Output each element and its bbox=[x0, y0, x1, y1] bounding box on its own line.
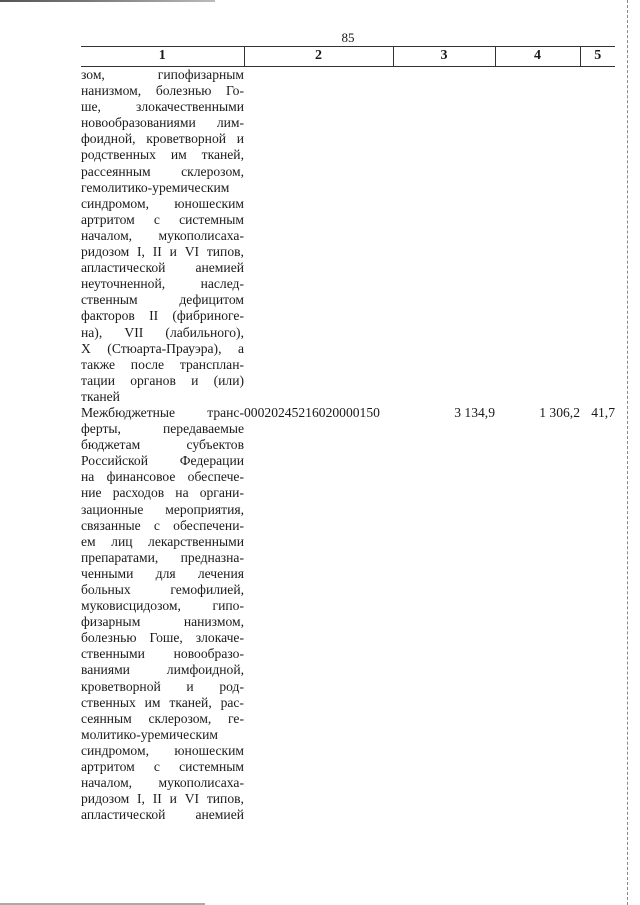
row-value-col3: 3 134,9 bbox=[454, 404, 495, 420]
word: также bbox=[81, 356, 115, 372]
row-code bbox=[244, 67, 393, 405]
word: наслед- bbox=[200, 276, 244, 292]
word: синдромом, bbox=[81, 742, 149, 758]
text-line bbox=[81, 485, 244, 501]
text-line bbox=[81, 244, 244, 260]
word: с bbox=[153, 517, 160, 533]
word: (лабильного), bbox=[165, 324, 244, 340]
text-line bbox=[81, 550, 244, 566]
text-line bbox=[81, 791, 244, 807]
text-line bbox=[81, 614, 244, 630]
word: им bbox=[144, 694, 161, 710]
text-line bbox=[81, 566, 244, 582]
word: болезнью bbox=[155, 83, 212, 99]
word: Гоше, bbox=[149, 630, 183, 646]
word: и bbox=[169, 791, 177, 807]
word: злокаче- bbox=[195, 630, 244, 646]
word: муковисцидозом, bbox=[81, 598, 181, 614]
text-line bbox=[81, 325, 244, 341]
word: ние bbox=[81, 485, 102, 501]
page-number: 85 bbox=[341, 30, 355, 45]
word: (Стюарта-Прауэра), bbox=[107, 340, 222, 356]
scan-edge-top bbox=[0, 0, 215, 2]
word: ше, bbox=[81, 99, 101, 115]
word: ридозом bbox=[81, 791, 130, 807]
word: препаратами, bbox=[81, 549, 159, 565]
word: гемолитико-уремическим bbox=[81, 179, 230, 195]
header-row bbox=[81, 47, 615, 67]
text-line bbox=[81, 131, 244, 147]
row-code: 00020245216020000150 bbox=[244, 404, 380, 420]
word: дефицитом bbox=[179, 292, 244, 308]
word: ридозом bbox=[81, 244, 130, 260]
word: артритом bbox=[81, 759, 135, 775]
word: I, bbox=[137, 244, 145, 260]
word: связанные bbox=[81, 517, 141, 533]
text-line bbox=[81, 534, 244, 550]
word: VI bbox=[184, 244, 200, 260]
word: с bbox=[153, 211, 160, 227]
row-value-col5: 41,7 bbox=[591, 404, 615, 420]
text-line bbox=[81, 389, 244, 405]
word: системным bbox=[179, 759, 244, 775]
table-row bbox=[81, 405, 615, 823]
text-line bbox=[81, 83, 244, 99]
word: II bbox=[152, 244, 162, 260]
word: апластической bbox=[81, 260, 166, 276]
text-line bbox=[81, 646, 244, 662]
text-line bbox=[81, 437, 244, 453]
text-line bbox=[81, 630, 244, 646]
text-line bbox=[81, 807, 244, 823]
text-line bbox=[81, 469, 244, 485]
word: гипофизарным bbox=[157, 67, 244, 82]
word: органов bbox=[130, 372, 176, 388]
word: и bbox=[186, 678, 194, 694]
word: неуточненной, bbox=[81, 276, 166, 292]
row-description bbox=[81, 67, 244, 405]
word: II bbox=[152, 791, 162, 807]
word: (или) bbox=[213, 372, 244, 388]
text-line bbox=[81, 679, 244, 695]
word: анемией bbox=[195, 807, 244, 823]
word: на bbox=[81, 469, 95, 485]
word: расходов bbox=[112, 485, 165, 501]
word: Го- bbox=[226, 83, 244, 99]
word: склерозом, bbox=[148, 710, 212, 726]
word: склерозом, bbox=[181, 163, 244, 179]
word: кроветворной bbox=[81, 678, 161, 694]
word: типов, bbox=[206, 244, 244, 260]
word: на bbox=[175, 485, 189, 501]
scan-edge-right bbox=[627, 0, 628, 905]
word: ферты, bbox=[81, 421, 121, 437]
text-line bbox=[81, 164, 244, 180]
text-line bbox=[81, 518, 244, 534]
word: ченными bbox=[81, 565, 134, 581]
word: тканей bbox=[81, 388, 120, 404]
row-value-col5 bbox=[580, 67, 615, 405]
row-description bbox=[81, 405, 244, 823]
word: юношеским bbox=[174, 742, 244, 758]
word: мукополисаха- bbox=[158, 775, 244, 791]
word: больных bbox=[81, 582, 131, 597]
text-line bbox=[81, 743, 244, 759]
header-col-3: 3 bbox=[393, 47, 495, 67]
word: мукополисаха- bbox=[158, 227, 244, 243]
text-line bbox=[81, 598, 244, 614]
word: Российской bbox=[81, 453, 148, 469]
word: физарным bbox=[81, 614, 141, 630]
word: ственных bbox=[81, 694, 136, 710]
text-line bbox=[81, 228, 244, 244]
text-line bbox=[81, 180, 244, 196]
word: лечения bbox=[197, 565, 244, 581]
text-line bbox=[81, 341, 244, 357]
word: с bbox=[153, 759, 160, 775]
text-line bbox=[81, 212, 244, 228]
row-value-col4: 1 306,2 bbox=[539, 404, 580, 420]
word: сеянным bbox=[81, 710, 132, 726]
text-line bbox=[81, 727, 244, 743]
word: началом, bbox=[81, 775, 133, 791]
word: субъектов bbox=[186, 437, 244, 453]
word: артритом bbox=[81, 211, 135, 227]
word: началом, bbox=[81, 227, 133, 243]
word: обеспечени- bbox=[173, 517, 244, 533]
word: тканей, bbox=[169, 694, 212, 710]
text-line bbox=[81, 115, 244, 131]
word: нанизмом, bbox=[183, 614, 244, 630]
header-col-2: 2 bbox=[244, 47, 393, 67]
word: болезнью bbox=[81, 630, 137, 646]
word: ственным bbox=[81, 292, 138, 308]
word: ге- bbox=[228, 710, 244, 726]
word: им bbox=[170, 147, 187, 163]
word: Межбюджетные bbox=[81, 404, 176, 420]
word: предназна- bbox=[180, 549, 244, 565]
word: на), bbox=[81, 324, 103, 340]
word: после bbox=[130, 356, 165, 372]
row-value-col4 bbox=[495, 67, 580, 405]
word: VII bbox=[124, 324, 144, 340]
word: зом, bbox=[81, 67, 105, 82]
word: лиц bbox=[111, 533, 133, 549]
word: лим- bbox=[216, 115, 244, 131]
word: II bbox=[149, 308, 159, 324]
word: ем bbox=[81, 533, 96, 549]
text-line bbox=[81, 711, 244, 727]
text-line bbox=[81, 502, 244, 518]
word: и bbox=[236, 131, 244, 147]
word: факторов bbox=[81, 308, 135, 324]
header-col-5: 5 bbox=[580, 47, 615, 67]
word: X bbox=[81, 340, 91, 356]
word: родственных bbox=[81, 147, 156, 163]
table-row bbox=[81, 67, 615, 405]
word: рассеянным bbox=[81, 163, 151, 179]
text-line bbox=[81, 276, 244, 292]
word: и bbox=[169, 244, 177, 260]
budget-table bbox=[81, 46, 615, 823]
word: гемофилией, bbox=[170, 582, 244, 597]
text-line bbox=[81, 147, 244, 163]
word: финансовое bbox=[106, 469, 176, 485]
text-line bbox=[81, 662, 244, 678]
word: органи- bbox=[199, 485, 244, 501]
word: кроветворной bbox=[146, 131, 227, 147]
text-line bbox=[81, 357, 244, 373]
word: бюджетам bbox=[81, 437, 141, 453]
word: тканей, bbox=[201, 147, 244, 163]
word: трансплан- bbox=[179, 356, 244, 372]
word: зационные bbox=[81, 501, 144, 517]
word: лимфоидной, bbox=[166, 662, 244, 678]
word: для bbox=[155, 565, 176, 581]
word: молитико-уремическим bbox=[81, 726, 218, 742]
word: новообразо- bbox=[173, 646, 244, 662]
word: апластической bbox=[81, 807, 166, 823]
word: обеспече- bbox=[187, 469, 244, 485]
text-line bbox=[81, 99, 244, 115]
word: а bbox=[237, 340, 244, 356]
text-line bbox=[81, 67, 244, 83]
word: тации bbox=[81, 372, 115, 388]
word: гипо- bbox=[212, 598, 244, 614]
text-line bbox=[81, 196, 244, 212]
text-line bbox=[81, 260, 244, 276]
text-line bbox=[81, 582, 244, 598]
word: нанизмом, bbox=[81, 83, 142, 99]
word: VI bbox=[184, 791, 200, 807]
row-value-col3 bbox=[393, 67, 495, 405]
text-line bbox=[81, 373, 244, 389]
text-line bbox=[81, 695, 244, 711]
word: Федерации bbox=[179, 453, 244, 469]
word: типов, bbox=[206, 791, 244, 807]
text-line bbox=[81, 421, 244, 437]
text-line bbox=[81, 453, 244, 469]
text-line bbox=[81, 405, 244, 421]
word: системным bbox=[179, 211, 244, 227]
word: злокачественными bbox=[136, 99, 244, 115]
word: рас- bbox=[220, 694, 244, 710]
word: (фибриноге- bbox=[172, 308, 244, 324]
text-line bbox=[81, 292, 244, 308]
text-line bbox=[81, 308, 244, 324]
word: и bbox=[191, 372, 199, 388]
word: род- bbox=[219, 678, 244, 694]
header-col-4: 4 bbox=[495, 47, 580, 67]
word: анемией bbox=[195, 260, 244, 276]
word: ваниями bbox=[81, 662, 130, 678]
word: мероприятия, bbox=[165, 501, 244, 517]
word: I, bbox=[137, 791, 145, 807]
word: ственными bbox=[81, 646, 145, 662]
word: новообразованиями bbox=[81, 115, 196, 131]
text-line bbox=[81, 775, 244, 791]
word: лекарственными bbox=[148, 533, 244, 549]
word: юношеским bbox=[174, 195, 244, 211]
word: передаваемые bbox=[163, 421, 244, 437]
word: транс- bbox=[207, 404, 244, 420]
word: фоидной, bbox=[81, 131, 136, 147]
word: синдромом, bbox=[81, 195, 149, 211]
header-col-1: 1 bbox=[81, 47, 244, 67]
text-line bbox=[81, 759, 244, 775]
